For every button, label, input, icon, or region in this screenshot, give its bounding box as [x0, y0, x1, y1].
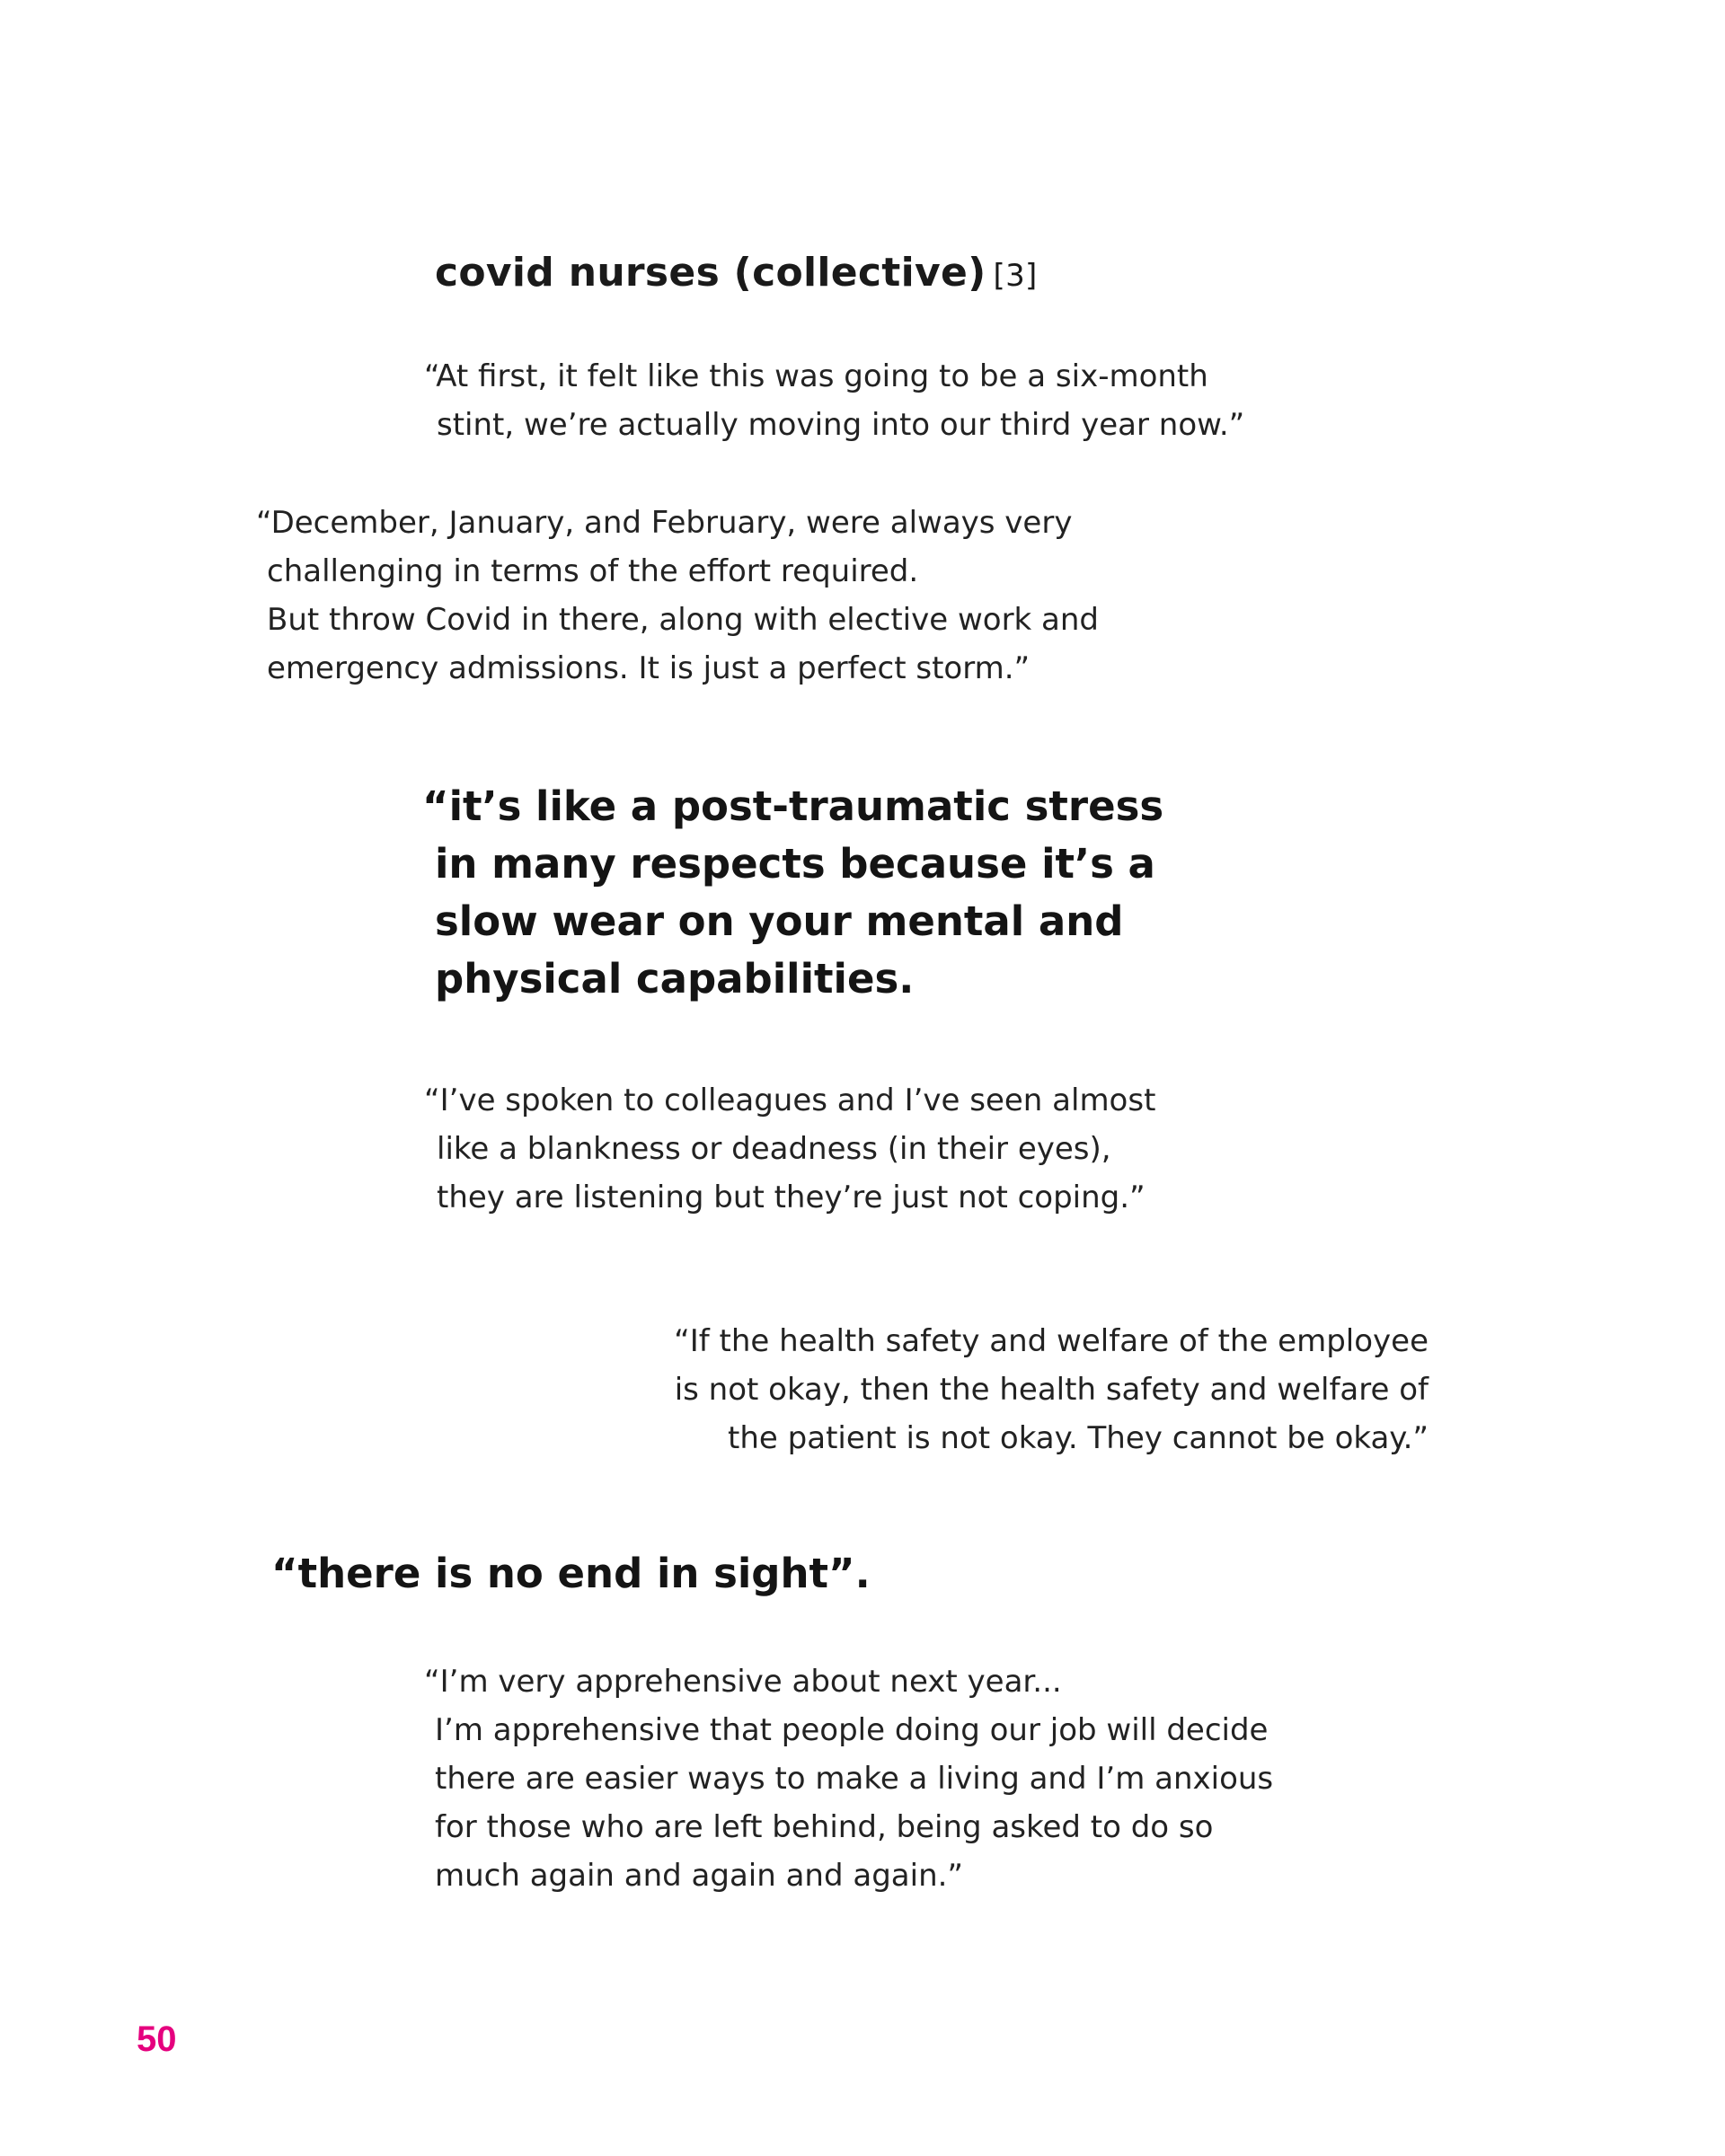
page-number: 50 [137, 2019, 177, 2059]
quote-line: much again and again and again.” [435, 1858, 964, 1894]
quote-perfect-storm [256, 499, 1099, 693]
quote-line: like a blankness or deadness (in their eyes), [437, 1131, 1111, 1167]
pull-quote-line: slow wear on your mental and [435, 897, 1124, 945]
pull-quote-line: “it’s like a post-traumatic stress [422, 782, 1164, 830]
pull-quote-post-traumatic-stress [422, 778, 1163, 1008]
quote-line: there are easier ways to make a living and I’m anxious [435, 1761, 1274, 1797]
quote-apprehensive [424, 1657, 1273, 1900]
quote-line: But throw Covid in there, along with elective work and [267, 602, 1100, 638]
heading-title: covid nurses (collective) [435, 250, 986, 296]
pull-quote-line: “there is no end in sight”. [271, 1550, 871, 1597]
heading-reference: [3] [993, 258, 1038, 294]
quote-line: they are listening but they’re just not coping.” [437, 1180, 1146, 1215]
pull-quote-line: physical capabilities. [435, 955, 915, 1003]
quote-line: stint, we’re actually moving into our third year now.” [437, 407, 1245, 443]
quote-line: is not okay, then the health safety and welfare of [674, 1372, 1429, 1408]
quote-line: “If the health safety and welfare of the employee [674, 1323, 1429, 1359]
quote-line: for those who are left behind, being asked to do so [435, 1809, 1214, 1845]
quote-line: challenging in terms of the effort required. [267, 553, 919, 589]
quote-line: “I’m very apprehensive about next year... [424, 1664, 1062, 1700]
quote-six-month-stint [424, 352, 1244, 449]
quote-health-safety-welfare [674, 1317, 1429, 1462]
quote-blankness [424, 1076, 1155, 1222]
quote-line: the patient is not okay. They cannot be okay.” [728, 1420, 1429, 1456]
pull-quote-line: in many respects because it’s a [435, 840, 1155, 888]
section-heading [435, 244, 1038, 305]
quote-line: I’m apprehensive that people doing our job will decide [435, 1712, 1269, 1748]
quote-line: emergency admissions. It is just a perfect storm.” [267, 650, 1031, 686]
quote-line: “December, January, and February, were always very [256, 505, 1073, 541]
pull-quote-no-end-in-sight [271, 1545, 871, 1603]
quote-line: “At first, it felt like this was going to be a six-month [424, 358, 1208, 394]
quote-line: “I’ve spoken to colleagues and I’ve seen almost [424, 1082, 1156, 1118]
